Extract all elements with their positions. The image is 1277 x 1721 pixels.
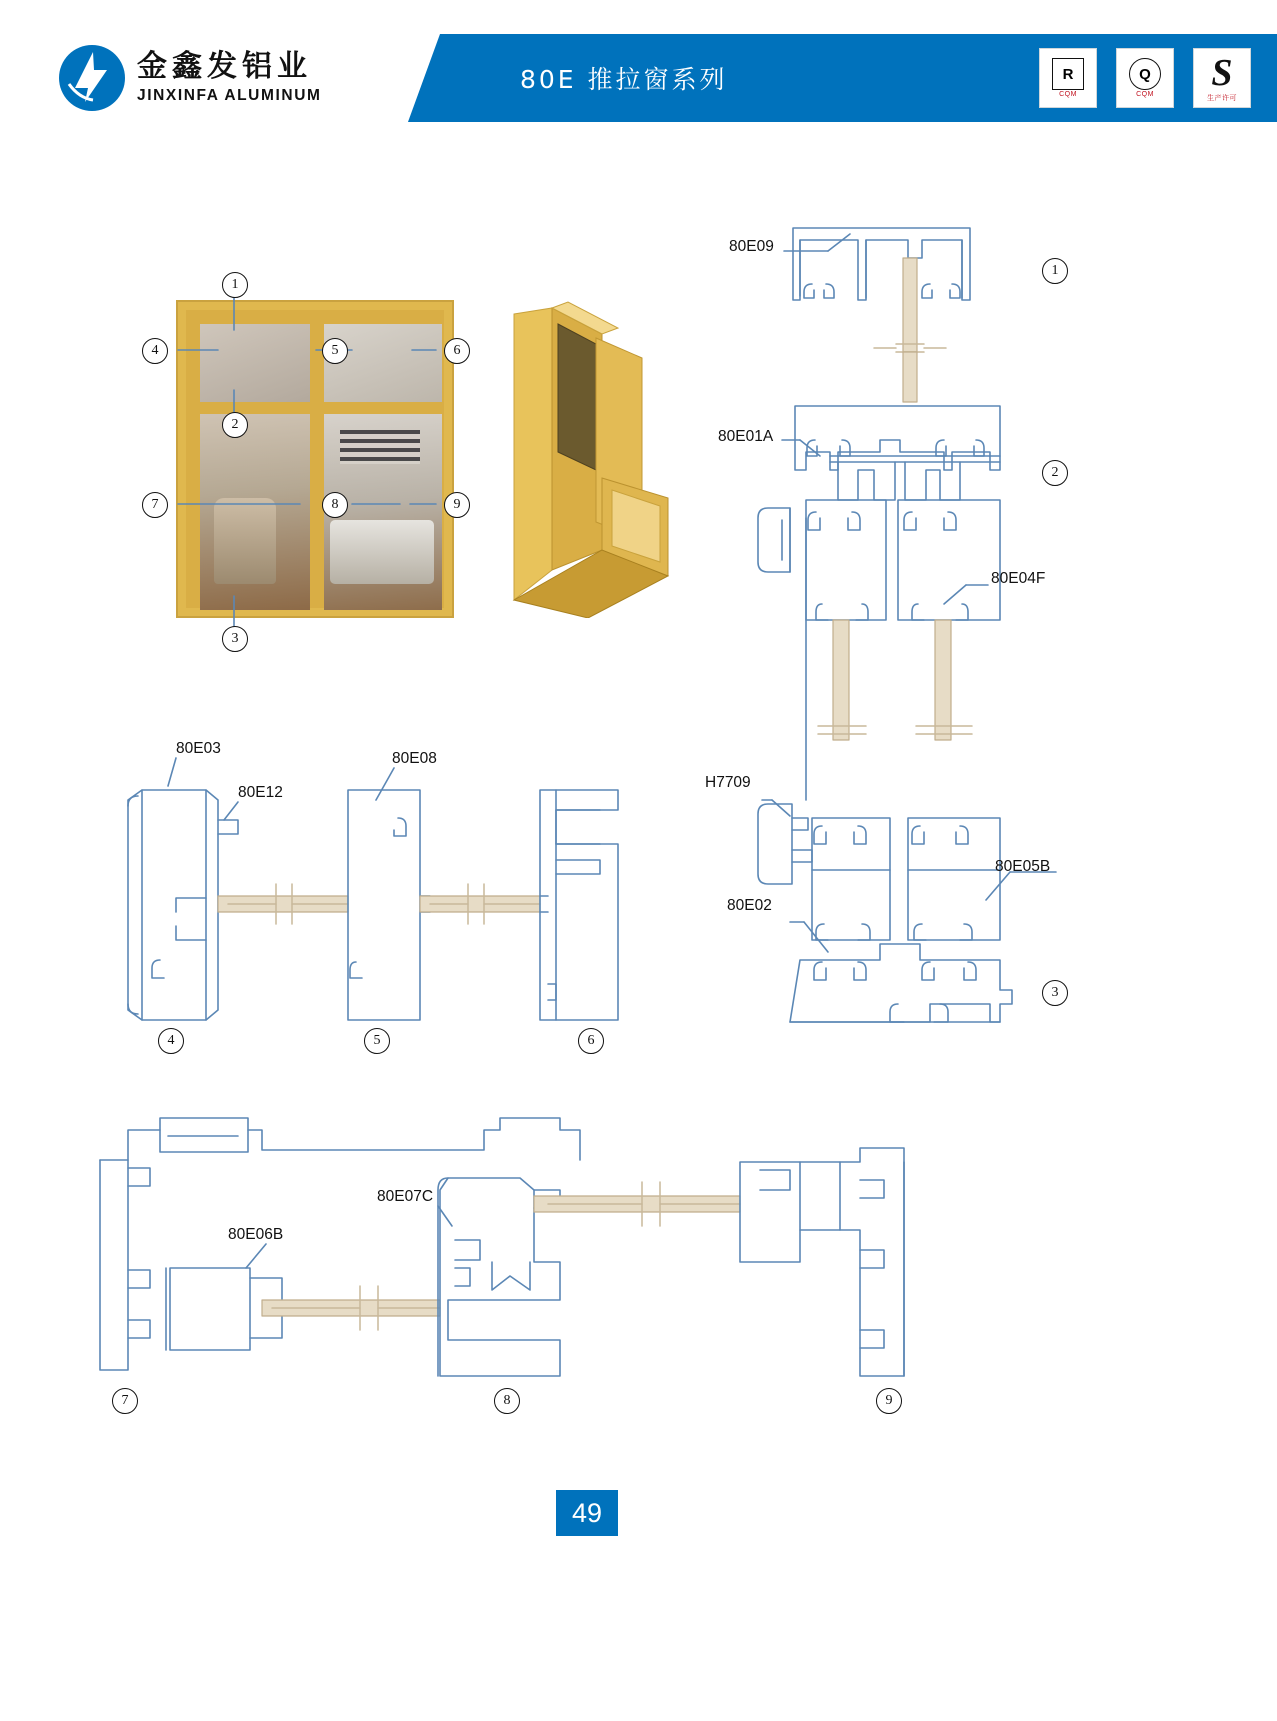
profile-80E09 [793, 228, 970, 402]
cert-s-glyph: S [1211, 51, 1233, 94]
profile-80E09-bottom [740, 1148, 904, 1376]
callout-window-3: 3 [222, 626, 248, 652]
callout-section-3: 3 [1042, 980, 1068, 1006]
callout-window-1: 1 [222, 272, 248, 298]
profile-80E07C [438, 1178, 740, 1376]
callout-section-1: 1 [1042, 258, 1068, 284]
label-80E08: 80E08 [392, 750, 437, 767]
label-80E06B: 80E06B [228, 1226, 284, 1243]
sliding-window-photo [176, 300, 454, 618]
page-number: 49 [556, 1490, 618, 1536]
profile-80E02 [790, 944, 1012, 1022]
callout-section-2: 2 [1042, 460, 1068, 486]
callout-section-4: 4 [158, 1028, 184, 1054]
profile-80E08 [348, 790, 430, 1020]
cert-r-glyph: R [1052, 58, 1084, 90]
callout-section-9: 9 [876, 1388, 902, 1414]
cert-s-sub: 生产许可 [1207, 94, 1237, 102]
profile-80E06B [100, 1118, 580, 1370]
callout-section-7: 7 [112, 1388, 138, 1414]
profile-80E12-right [420, 884, 540, 924]
callout-section-8: 8 [494, 1388, 520, 1414]
cert-q-cqm [1116, 48, 1174, 108]
callout-window-7: 7 [142, 492, 168, 518]
profile-80E03 [128, 790, 238, 1020]
label-80E04F: 80E04F [991, 570, 1046, 587]
label-80E09: 80E09 [729, 238, 774, 255]
callout-window-2: 2 [222, 412, 248, 438]
profile-80E05B [812, 818, 1000, 940]
cert-r-sub: CQM [1059, 91, 1077, 98]
callout-window-5: 5 [322, 338, 348, 364]
logo-text [137, 50, 322, 106]
profile-80E04F [806, 500, 1000, 740]
window-frame [186, 310, 444, 608]
callout-window-6: 6 [444, 338, 470, 364]
label-80E12: 80E12 [238, 784, 283, 801]
callout-section-5: 5 [364, 1028, 390, 1054]
label-H7709: H7709 [705, 774, 751, 791]
profile-80E03-right [540, 790, 618, 1020]
label-80E05B: 80E05B [995, 858, 1051, 875]
window-pane-bottom-left [200, 414, 310, 610]
profile-corner-photo [492, 300, 682, 618]
series-title: 80E 推拉窗系列 [520, 65, 728, 94]
profile-80E12 [218, 884, 348, 924]
profile-H7709 [758, 508, 812, 884]
callout-window-4: 4 [142, 338, 168, 364]
cert-r-cqm [1039, 48, 1097, 108]
brand-logo [55, 40, 395, 116]
logo-mark-icon [55, 44, 129, 112]
label-80E03: 80E03 [176, 740, 221, 757]
cert-s-license [1193, 48, 1251, 108]
window-pane-top-left [200, 324, 310, 402]
logo-english-name: JINXINFA ALUMINUM [137, 87, 322, 104]
arrow-down-right-icon: ↘ [742, 123, 758, 144]
label-80E07C: 80E07C [377, 1188, 434, 1205]
cert-q-glyph: Q [1129, 58, 1161, 90]
profile-80E01A [795, 406, 1000, 500]
label-80E02: 80E02 [727, 897, 772, 914]
cert-q-sub: CQM [1136, 91, 1154, 98]
logo-chinese-name: 金鑫发铝业 [137, 50, 312, 83]
callout-window-9: 9 [444, 492, 470, 518]
label-80E01A: 80E01A [718, 428, 774, 445]
callout-window-8: 8 [322, 492, 348, 518]
certification-badges [1039, 48, 1251, 108]
callout-section-6: 6 [578, 1028, 604, 1054]
page-header [0, 34, 1277, 144]
window-pane-top-right [324, 324, 442, 402]
